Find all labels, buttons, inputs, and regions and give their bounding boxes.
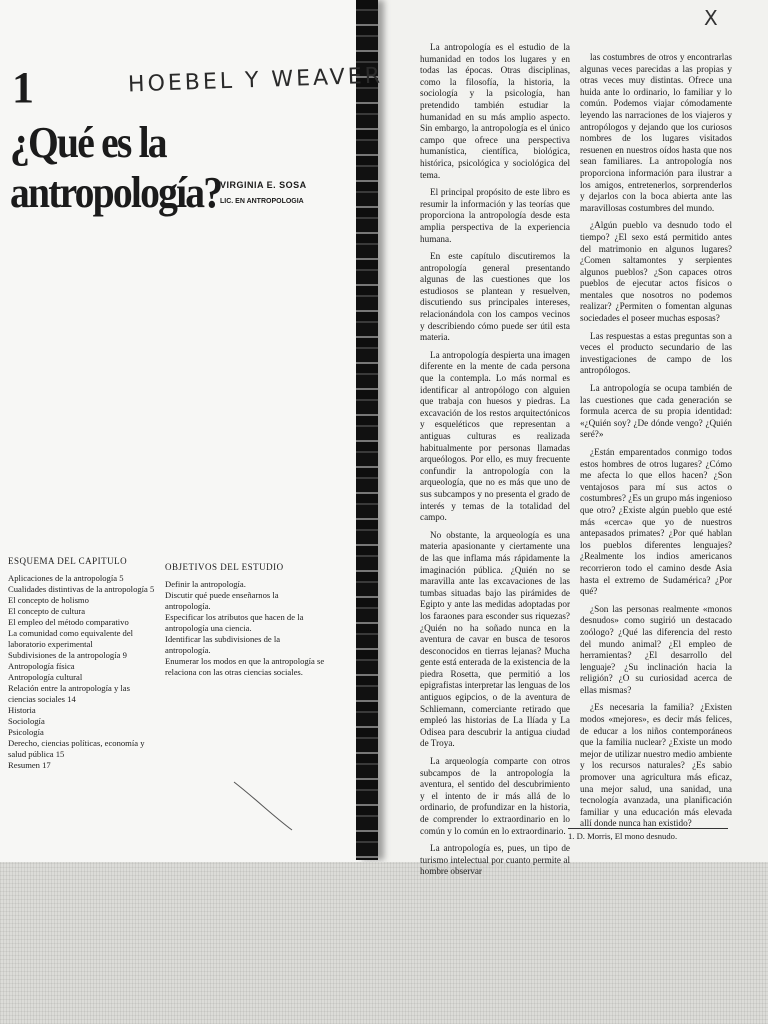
body-paragraph: ¿Están emparentados conmigo todos estos hombres de otros lugares? ¿Cómo me afecta lo que ellos hacen? ¿Son ventajosos para mí sus actos o costumbres? ¿Es un grupo más ingenioso que otro? ¿Existe algún pueblo que esté más «cerca» que yo de nuestros antepasados primates? ¿Por qué hablan los pueblos diferentes lenguajes? ¿Realmente los indios americanos recorrieron todo el camino desde Asia hasta el extremo de Sudamérica? ¿Por qué? bbox=[580, 447, 732, 597]
text-column-left bbox=[420, 42, 570, 884]
outline-item: Antropología física bbox=[8, 661, 75, 671]
chapter-title bbox=[10, 118, 222, 218]
outline-item: Relación entre la antropología y las ciencias sociales 14 bbox=[8, 683, 130, 704]
outline-list bbox=[8, 573, 158, 771]
body-paragraph: La antropología es, pues, un tipo de turismo intelectual por cuanto permite al hombre observar bbox=[420, 843, 570, 877]
outline-item: El concepto de cultura bbox=[8, 606, 86, 616]
outline-item: Antropología cultural bbox=[8, 672, 83, 682]
outline-item: Historia bbox=[8, 705, 36, 715]
body-paragraph: El principal propósito de este libro es resumir la información y las teorías que proporciona la antropología desde esta amplia perspectiva de la experiencia humana. bbox=[420, 187, 570, 244]
objective-item: Identificar las subdivisiones de la antropología. bbox=[165, 634, 281, 655]
body-paragraph: La antropología es el estudio de la humanidad en todos los lugares y en todas las épocas. Otras disciplinas, como la filosofía, la historia, la sociología y la psicología, han pretendido también estudiar la humanidad en su más amplio aspecto. Sin embargo, la antropología es el único campo que ofrece una perspectiva humanística, científica, biológica, histórica, psicológica y sociológica del tema. bbox=[420, 42, 570, 180]
title-line: ¿Qué es la bbox=[10, 118, 166, 167]
corner-mark: X bbox=[704, 6, 718, 30]
chapter-outline bbox=[8, 556, 158, 771]
body-paragraph: No obstante, la arqueología es una materia apasionante y ciertamente una de las que inflama más rápidamente la imaginación pública. ¿Quién no se maravilla ante las excavaciones de las tumbas situadas bajo las pirámides de Egipto y ante las medidas adoptadas por los faraones para esconder sus riquezas? ¿Quién no ha soñado nunca en la aventura de cavar en busca de tesoros desconocidos en tierras lejanas? Mucha gente está enterada de la existencia de la piedra Rosetta, que permitió a los epigrafistas interpretar las lenguas de los antiguos egipcios, o de la aventura de Schliemann, comerciante retirado que empleó las historias de La Ilíada y La Odisea para descubrir la antigua ciudad de Troya. bbox=[420, 529, 570, 749]
body-paragraph: La arqueología comparte con otros subcampos de la antropología la aventura, el sentido del descubrimiento y el intento de ir más allá de lo ordinario, de profundizar en la historia, de comprender lo extraordinario en lo común y lo común en lo extraordinario. bbox=[420, 756, 570, 836]
outline-heading: ESQUEMA DEL CAPITULO bbox=[8, 556, 128, 566]
outline-item: Psicología bbox=[8, 727, 44, 737]
objectives-list bbox=[165, 579, 325, 678]
body-paragraph: La antropología se ocupa también de las cuestiones que cada generación se formula acerca de su propia identidad: «¿Quién soy? ¿De dónde vengo? ¿Quién seré?» bbox=[580, 383, 732, 440]
footnote: 1. D. Morris, El mono desnudo. bbox=[568, 828, 728, 841]
chapter-number: 1 bbox=[12, 63, 34, 112]
body-paragraph: En este capítulo discutiremos la antropología general presentando algunas de las cuestiones que los estudiosos se plantean y resuelven, discutiendo sus principales intereses, relacionándola con los campos vecinos y describiendo cómo puede ser útil esta materia. bbox=[420, 251, 570, 343]
body-paragraph: ¿Son las personas realmente «monos desnudos» como sugirió un destacado zoólogo? ¿Qué las diferencia del resto del mundo animal? ¿El empleo de herramientas? ¿El desarrollo del lenguaje? ¿Su inclinación hacia la religión? ¿O su curiosidad acerca de ellas mismas? bbox=[580, 603, 732, 695]
objective-item: Definir la antropología. bbox=[165, 579, 246, 589]
book-spine bbox=[356, 0, 378, 860]
objective-item: Enumerar los modos en que la antropología se relaciona con las otras ciencias sociales. bbox=[165, 656, 325, 677]
handwritten-note: HOEBEL Y WEAVER bbox=[127, 63, 384, 98]
objective-item: Discutir qué puede enseñarnos la antropología. bbox=[165, 590, 279, 611]
outline-item: Derecho, ciencias políticas, economía y salud pública 15 bbox=[8, 738, 145, 759]
outline-item: Sociología bbox=[8, 716, 45, 726]
outline-item: Resumen 17 bbox=[8, 760, 51, 770]
text-column-right bbox=[580, 52, 732, 836]
body-paragraph: las costumbres de otros y encontrarlas algunas veces parecidas a las propias y otras veces muy distintas. Ofrece una huida ante lo ordinario, lo familiar y lo común. Podemos viajar cómodamente leyendo las narraciones de los viajeros y antropólogos y dejando que los curiosos nombres de los lugares visitados resuenen en nuestros oídos hasta que nos sean familiares. La antropología nos proporciona información para ilustrar a los amigos, entretenerlos, sorprenderlos y dejarlos con la boca abierta ante las maravillosas costumbres del mundo. bbox=[580, 52, 732, 213]
body-paragraph: ¿Algún pueblo va desnudo todo el tiempo? ¿El sexo está permitido antes del matrimonio en algunos lugares? ¿Comen saltamontes y serpientes algunos pueblos? ¿Son capaces otros pueblos de ejecutar actos físicos o mentales que nosotros no podemos realizar? ¿Permiten o fomentan algunas sociedades el poseer muchas esposas? bbox=[580, 220, 732, 324]
outline-item: Subdivisiones de la antropología 9 bbox=[8, 650, 127, 660]
outline-item: Aplicaciones de la antropología 5 bbox=[8, 573, 124, 583]
body-paragraph: Las respuestas a estas preguntas son a veces el producto secundario de las investigaciones de campo de los antropólogos. bbox=[580, 330, 732, 376]
scan-margin bbox=[0, 862, 768, 1024]
title-line: antropología? bbox=[10, 168, 222, 217]
author-name: VIRGINIA E. SOSA bbox=[220, 180, 307, 190]
body-paragraph: La antropología despierta una imagen diferente en la mente de cada persona que la contempla. Lo más normal es identificar al antropólogo con alguien que trabaja con huesos y piedras. La excavación de los restos arquitectónicos y esqueléticos que representan a antiguas culturas es realizada habitualmente por personas llamadas arqueólogos. Por ello, es muy frecuente confundir la antropología con la arqueología, que no es más que uno de sus subcampos y no presenta el grado de interés y temas de la totalidad del campo. bbox=[420, 349, 570, 523]
outline-item: La comunidad como equivalente del laboratorio experimental bbox=[8, 628, 134, 649]
author-role: LIC. EN ANTROPOLOGIA bbox=[220, 198, 304, 205]
study-objectives bbox=[165, 562, 325, 678]
objectives-heading: OBJETIVOS DEL ESTUDIO bbox=[165, 562, 284, 572]
outline-item: El empleo del método comparativo bbox=[8, 617, 129, 627]
pen-mark bbox=[232, 780, 302, 840]
objective-item: Especificar los atributos que hacen de la antropología una ciencia. bbox=[165, 612, 304, 633]
outline-item: El concepto de holismo bbox=[8, 595, 89, 605]
body-paragraph: ¿Es necesaria la familia? ¿Existen modos «mejores», es decir más felices, de educar a los niños contemporáneos que la familia nuclear? ¿Existe un modo mejor de utilizar nuestro medio ambiente y los recursos naturales? ¿Es sabio promover una agricultura más eficaz, una mejor salud, una sanidad, una tecnología avanzada, una planificación familiar y una educación más elevada allí donde nunca han existido? bbox=[580, 702, 732, 829]
outline-item: Cualidades distintivas de la antropología 5 bbox=[8, 584, 155, 594]
